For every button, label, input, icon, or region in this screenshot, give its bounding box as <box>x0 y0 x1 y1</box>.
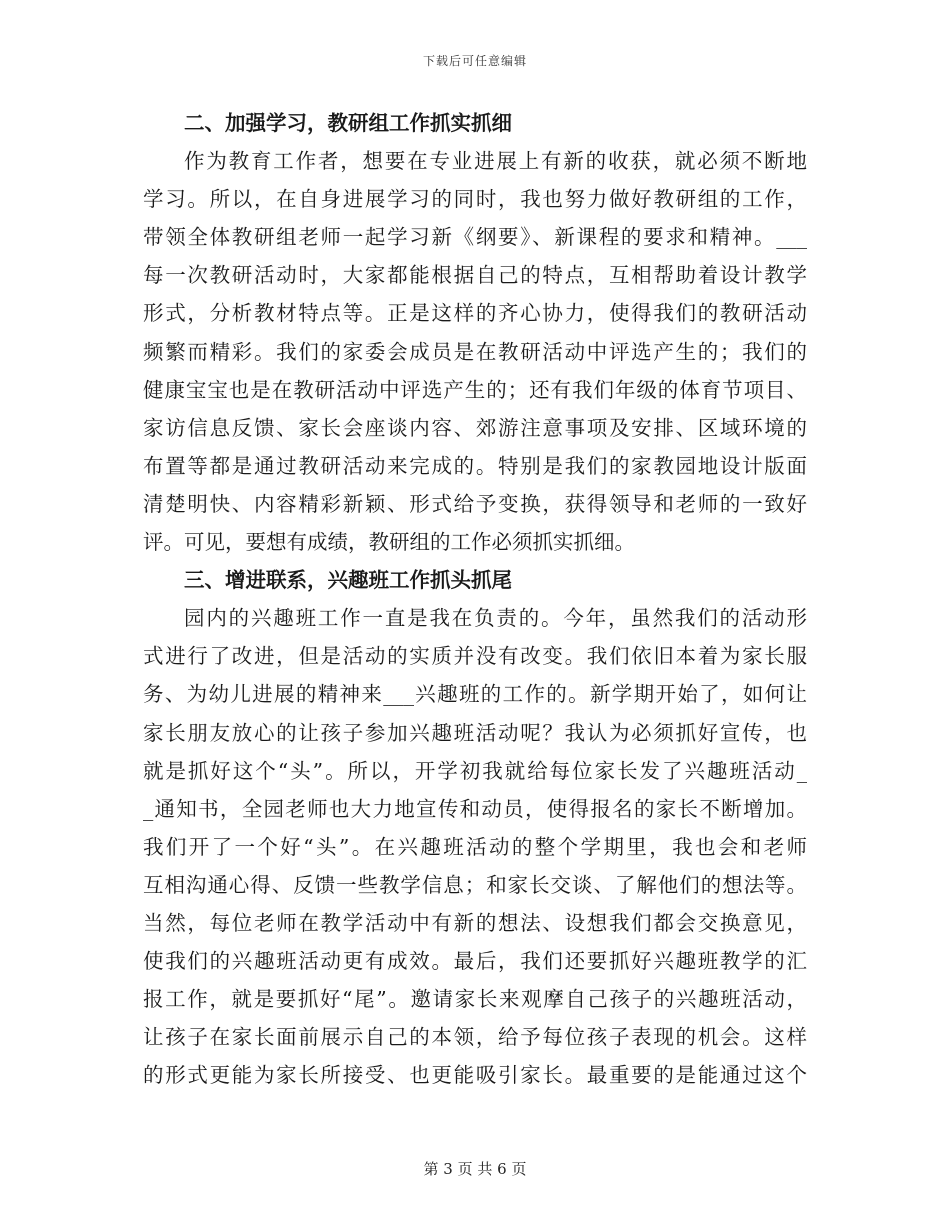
section-2-line: 带领全体教研组老师一起学习新《纲要》、新课程的要求和精神。___ <box>143 225 807 250</box>
section-3-heading: 三、增进联系，兴趣班工作抓头抓尾 <box>184 568 512 593</box>
section-3-line: 让孩子在家长面前展示自己的本领，给予每位孩子表现的机会。这样 <box>143 1025 807 1050</box>
section-3-line: 务、为幼儿进展的精神来___兴趣班的工作的。新学期开始了，如何让 <box>143 682 807 707</box>
section-3-line: 家长朋友放心的让孩子参加兴趣班活动呢？我认为必须抓好宣传，也 <box>143 720 807 745</box>
section-2-line: 学习。所以，在自身进展学习的同时，我也努力做好教研组的工作， <box>143 187 807 212</box>
section-2-line: 布置等都是通过教研活动来完成的。特别是我们的家教园地设计版面 <box>143 453 807 478</box>
section-3-line: 当然，每位老师在教学活动中有新的想法、设想我们都会交换意见， <box>143 910 807 935</box>
section-2-line: 家访信息反馈、家长会座谈内容、郊游注意事项及安排、区域环境的 <box>143 415 807 440</box>
page-number-footer: 第 3 页 共 6 页 <box>423 1160 527 1178</box>
section-2-line: 清楚明快、内容精彩新颖、形式给予变换，获得领导和老师的一致好 <box>143 491 807 516</box>
section-3-line: _通知书，全园老师也大力地宣传和动员，使得报名的家长不断增加。 <box>143 796 807 821</box>
section-3-line: 报工作，就是要抓好“尾”。邀请家长来观摩自己孩子的兴趣班活动， <box>143 987 807 1012</box>
section-3-line: 就是抓好这个“头”。所以，开学初我就给每位家长发了兴趣班活动_ <box>143 758 807 783</box>
section-2-line: 健康宝宝也是在教研活动中评选产生的；还有我们年级的体育节项目、 <box>143 377 807 402</box>
section-2-heading: 二、加强学习，教研组工作抓实抓细 <box>184 111 512 135</box>
section-3-line: 使我们的兴趣班活动更有成效。最后，我们还要抓好兴趣班教学的汇 <box>143 949 807 974</box>
section-3-line: 园内的兴趣班工作一直是我在负责的。今年，虽然我们的活动形 <box>184 606 807 631</box>
section-3-line: 互相沟通心得、反馈一些教学信息；和家长交谈、了解他们的想法等。 <box>143 872 807 897</box>
section-2-line: 频繁而精彩。我们的家委会成员是在教研活动中评选产生的；我们的 <box>143 339 807 364</box>
document-body <box>143 104 807 1094</box>
section-3-line: 式进行了改进，但是活动的实质并没有改变。我们依旧本着为家长服 <box>143 644 807 669</box>
section-3-line: 的形式更能为家长所接受、也更能吸引家长。最重要的是能通过这个 <box>143 1063 807 1088</box>
page-header-note: 下载后可任意编辑 <box>422 54 527 68</box>
section-2-line: 形式，分析教材特点等。正是这样的齐心协力，使得我们的教研活动 <box>143 301 807 326</box>
section-2-line: 每一次教研活动时，大家都能根据自己的特点，互相帮助着设计教学 <box>143 263 807 288</box>
section-3-line: 我们开了一个好“头”。在兴趣班活动的整个学期里，我也会和老师 <box>143 834 807 859</box>
section-2-line: 评。可见，要想有成绩，教研组的工作必须抓实抓细。 <box>143 530 635 555</box>
section-2-line: 作为教育工作者，想要在专业进展上有新的收获，就必须不断地 <box>184 149 807 174</box>
